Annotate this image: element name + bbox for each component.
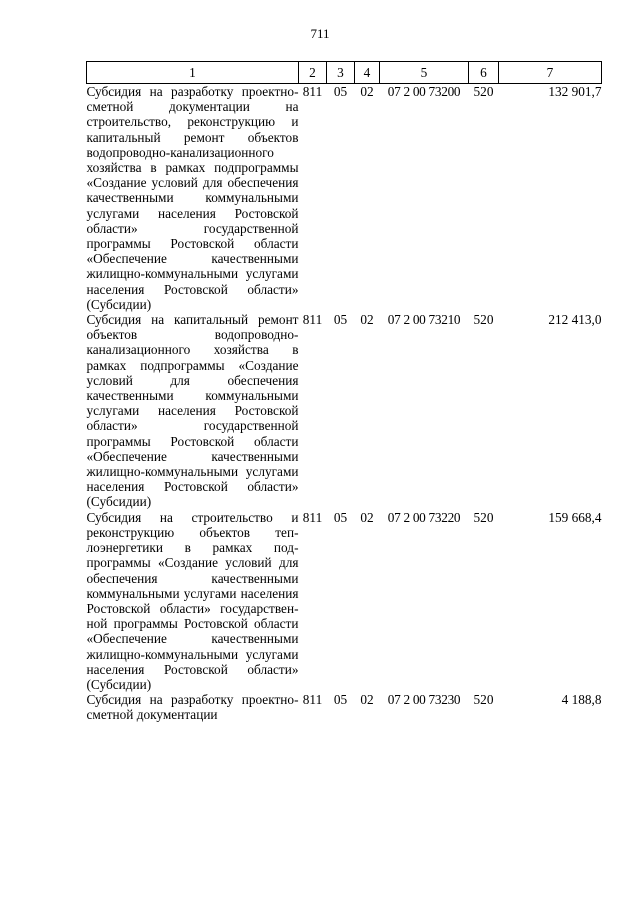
row-description: Субсидия на разработку проектно-сметной документации (86, 692, 299, 723)
table-row (87, 510, 602, 692)
page-number: 711 (310, 26, 330, 41)
row-expense-type: 520 (473, 509, 494, 525)
row-amount: 132 901,7 (548, 84, 602, 99)
row-section-code: 05 (333, 509, 348, 525)
header-col-7: 7 (499, 62, 602, 84)
row-description: Субсидия на разработку проектно-сметной документации на строительство, реконструкцию и капитальный ремонт объектов водопроводно-канализационного хозяйства в рамках подпрограммы «Создание условий для обеспечения качественными коммунальными услугами населения Ростовской области» государственной программы Ростовской области «Обеспечение качественными жилищно-коммунальными услугами населения Ростовской области» (Субсидии) (86, 84, 299, 312)
row-amount: 212 413,0 (548, 312, 602, 328)
row-ministry-code: 811 (302, 509, 323, 525)
header-col-5: 5 (380, 62, 469, 84)
row-section-code: 05 (333, 312, 348, 328)
table-row (87, 312, 602, 510)
row-subsection-code: 02 (360, 84, 374, 99)
header-col-1: 1 (87, 62, 299, 84)
row-description: Субсидия на капитальный ремонт объектов водопроводно-канализационного хозяйства в рамках подпрограммы «Создание условий для обеспечения качественными коммунальными услугами населения Ростовской области» государственной программы Ростовской области «Обеспечение качественными жилищно-коммунальными услугами населения Ростовской области» (Субсидии) (86, 312, 299, 510)
table-row (87, 692, 602, 722)
table-header (87, 62, 602, 84)
row-expense-type: 520 (473, 84, 494, 99)
row-amount: 159 668,4 (548, 509, 602, 525)
budget-table (86, 61, 602, 723)
row-subsection-code: 02 (360, 509, 374, 525)
row-ministry-code: 811 (302, 312, 323, 328)
header-row (87, 62, 602, 84)
table-body (87, 84, 602, 723)
row-amount: 4 188,8 (561, 692, 602, 708)
header-col-4: 4 (355, 62, 380, 84)
row-subsection-code: 02 (360, 312, 374, 328)
row-target-article: 07 2 00 73210 (387, 312, 461, 328)
row-target-article: 07 2 00 73230 (387, 692, 461, 708)
header-col-2: 2 (299, 62, 327, 84)
row-target-article: 07 2 00 73220 (387, 509, 461, 525)
header-col-3: 3 (327, 62, 355, 84)
row-description: Субсидия на строительство и реконструкцию объектов теплоэнергетики в рамках подпрограммы «Создание условий для обеспечения качественными коммунальными услугами населения Ростовской области» государственной программы Ростовской области «Обеспечение качественными жилищно-коммунальными услугами населения Ростовской области» (Субсидии) (86, 509, 299, 692)
row-target-article: 07 2 00 73200 (387, 84, 461, 99)
row-ministry-code: 811 (302, 84, 323, 99)
row-subsection-code: 02 (360, 692, 374, 708)
row-section-code: 05 (333, 84, 348, 99)
row-expense-type: 520 (473, 692, 494, 708)
table-row (87, 84, 602, 313)
header-col-6: 6 (469, 62, 499, 84)
row-ministry-code: 811 (302, 692, 323, 708)
row-section-code: 05 (333, 692, 348, 708)
row-expense-type: 520 (473, 312, 494, 328)
